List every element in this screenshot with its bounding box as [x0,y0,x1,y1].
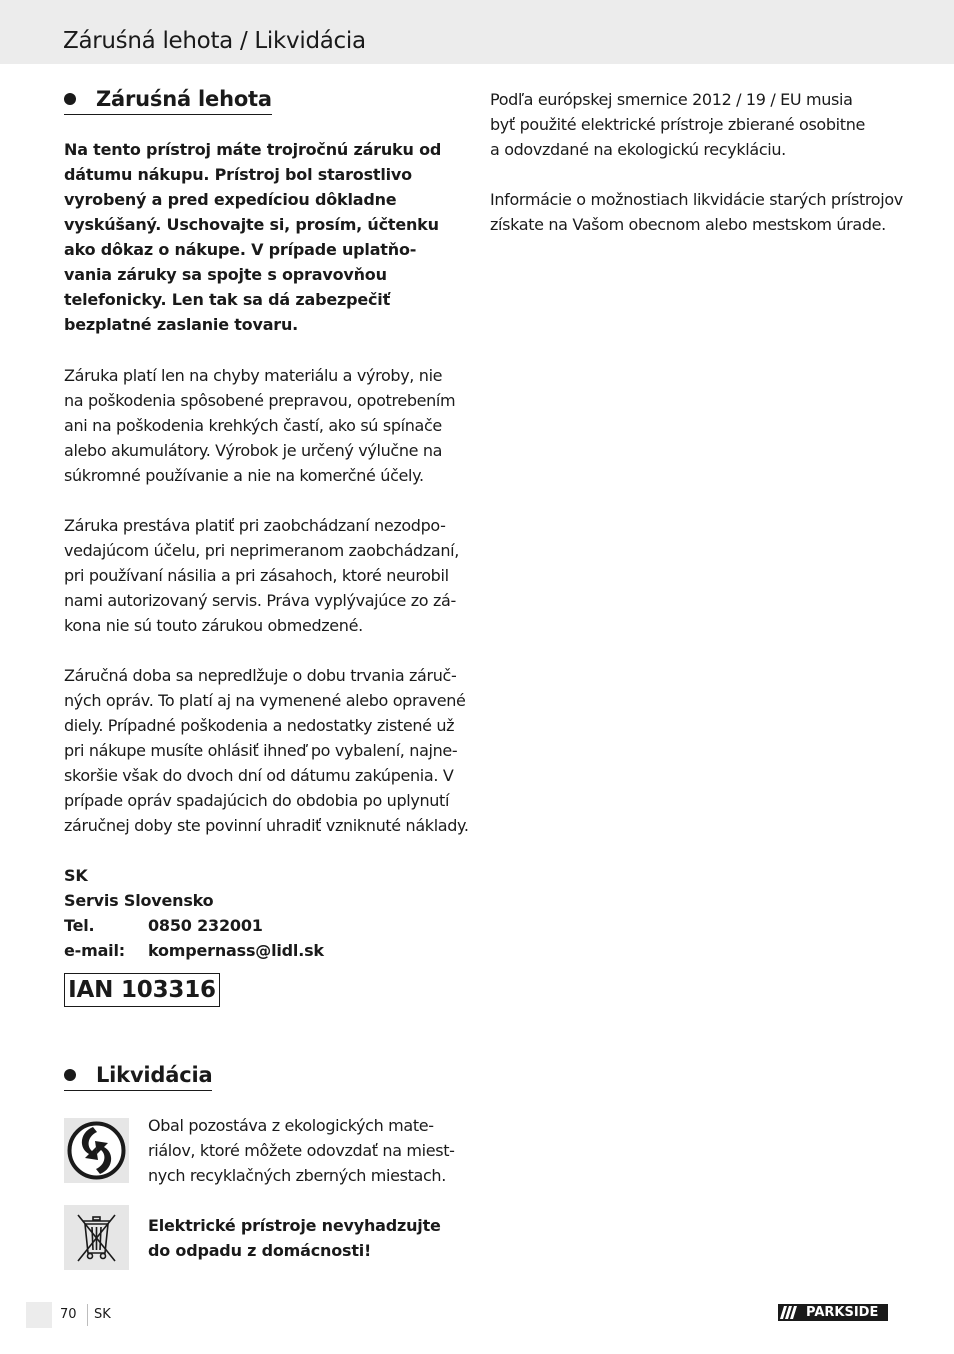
warranty-intro-line: telefonicky. Len tak sa dá zabezpečiť [64,290,391,309]
warranty-paragraph-2 [64,513,474,638]
paragraph-line: pri nákupe musíte ohlásiť ihneď po vybalení, najne- [64,741,458,760]
phone-value: 0850 232001 [148,916,263,935]
ian-box: IAN 103316 [64,973,220,1007]
disposal-directive-paragraph [490,87,910,162]
warranty-heading [64,86,272,115]
paragraph-line: alebo akumulátory. Výrobok je určený výlučne na [64,441,443,460]
recycle-text [148,1113,468,1188]
brand-name: PARKSIDE [806,1305,879,1320]
warranty-intro-line: ako dôkaz o nákupe. V prípade uplatňo- [64,240,417,259]
service-name: Servis Slovensko [64,891,214,910]
paragraph-line: súkromné používanie a nie na komerčné účely. [64,466,424,485]
warranty-intro-line: Na tento prístroj máte trojročnú záruku od [64,140,442,159]
paragraph-line: a odovzdané na ekologickú recykláciu. [490,140,786,159]
crossed-out-bin-icon [64,1205,129,1270]
bullet-icon [64,93,76,105]
footer-divider [87,1304,88,1326]
paragraph-line: Obal pozostáva z ekologických mate- [148,1116,434,1135]
warranty-intro-line: vyrobený a pred expedíciou dôkladne [64,190,397,209]
paragraph-line: získate na Vašom obecnom alebo mestskom úrade. [490,215,886,234]
paragraph-line: kona nie sú touto zárukou obmedzené. [64,616,363,635]
paragraph-line: skoršie však do dvoch dní od dátumu zakúpenia. V [64,766,454,785]
paragraph-line: nych recyklačných zberných miestach. [148,1166,446,1185]
email-value: kompernass@lidl.sk [148,941,324,960]
paragraph-line: Elektrické prístroje nevyhadzujte [148,1216,441,1235]
service-country: SK [64,866,88,885]
paragraph-line: pri používaní násilia a pri zásahoch, ktoré neurobil [64,566,449,585]
warranty-intro [64,137,474,337]
disposal-heading [64,1062,212,1091]
paragraph-line: Podľa európskej smernice 2012 / 19 / EU musia [490,90,853,109]
paragraph-line: Informácie o možnostiach likvidácie starých prístrojov [490,190,903,209]
disposal-heading-text: Likvidácia [96,1063,213,1087]
service-email-row [64,938,474,963]
page-title: Záruśná lehota / Likvidácia [63,28,366,54]
phone-label: Tel. [64,916,95,935]
warranty-intro-line: vyskúšaný. Uschovajte si, prosím, účtenku [64,215,439,234]
brand-logo [778,1304,888,1321]
paragraph-line: Záručná doba sa nepredlžuje o dobu trvania záruč- [64,666,457,685]
paragraph-line: ani na poškodenia krehkých častí, ako sú spínače [64,416,442,435]
weee-warning [148,1213,478,1263]
warranty-intro-line: bezplatné zaslanie tovaru. [64,315,299,334]
green-dot-recycle-icon [64,1118,129,1183]
warranty-heading-text: Záruśná lehota [96,87,272,111]
warranty-paragraph-3 [64,663,474,838]
warranty-intro-line: vania záruky sa spojte s opravovňou [64,265,387,284]
email-label: e-mail: [64,941,125,960]
service-contact [64,863,474,963]
footer-page-marker [26,1302,52,1328]
paragraph-line: na poškodenia spôsobené prepravou, opotrebením [64,391,456,410]
paragraph-line: vedajúcom účelu, pri neprimeranom zaobchádzaní, [64,541,459,560]
paragraph-line: prípade opráv spadajúcich do obdobia po uplynutí [64,791,450,810]
paragraph-line: diely. Prípadné poškodenia a nedostatky zistené už [64,716,455,735]
bullet-icon [64,1069,76,1081]
warranty-intro-line: dátumu nákupu. Prístroj bol starostlivo [64,165,412,184]
brand-stripes-icon [778,1304,802,1321]
service-phone-row [64,913,474,938]
page-number: 70 [60,1307,77,1322]
paragraph-line: Záruka platí len na chyby materiálu a výroby, nie [64,366,443,385]
disposal-info-paragraph [490,187,910,237]
paragraph-line: do odpadu z domácnosti! [148,1241,372,1260]
paragraph-line: byť použité elektrické prístroje zbierané osobitne [490,115,865,134]
warranty-paragraph-1 [64,363,474,488]
language-code: SK [94,1307,111,1322]
paragraph-line: ných opráv. To platí aj na vymenené alebo opravené [64,691,466,710]
paragraph-line: nami autorizovaný servis. Práva vyplývajúce zo zá- [64,591,456,610]
paragraph-line: záručnej doby ste povinní uhradiť vzniknuté náklady. [64,816,469,835]
paragraph-line: riálov, ktoré môžete odovzdať na miest- [148,1141,455,1160]
paragraph-line: Záruka prestáva platiť pri zaobchádzaní nezodpo- [64,516,446,535]
